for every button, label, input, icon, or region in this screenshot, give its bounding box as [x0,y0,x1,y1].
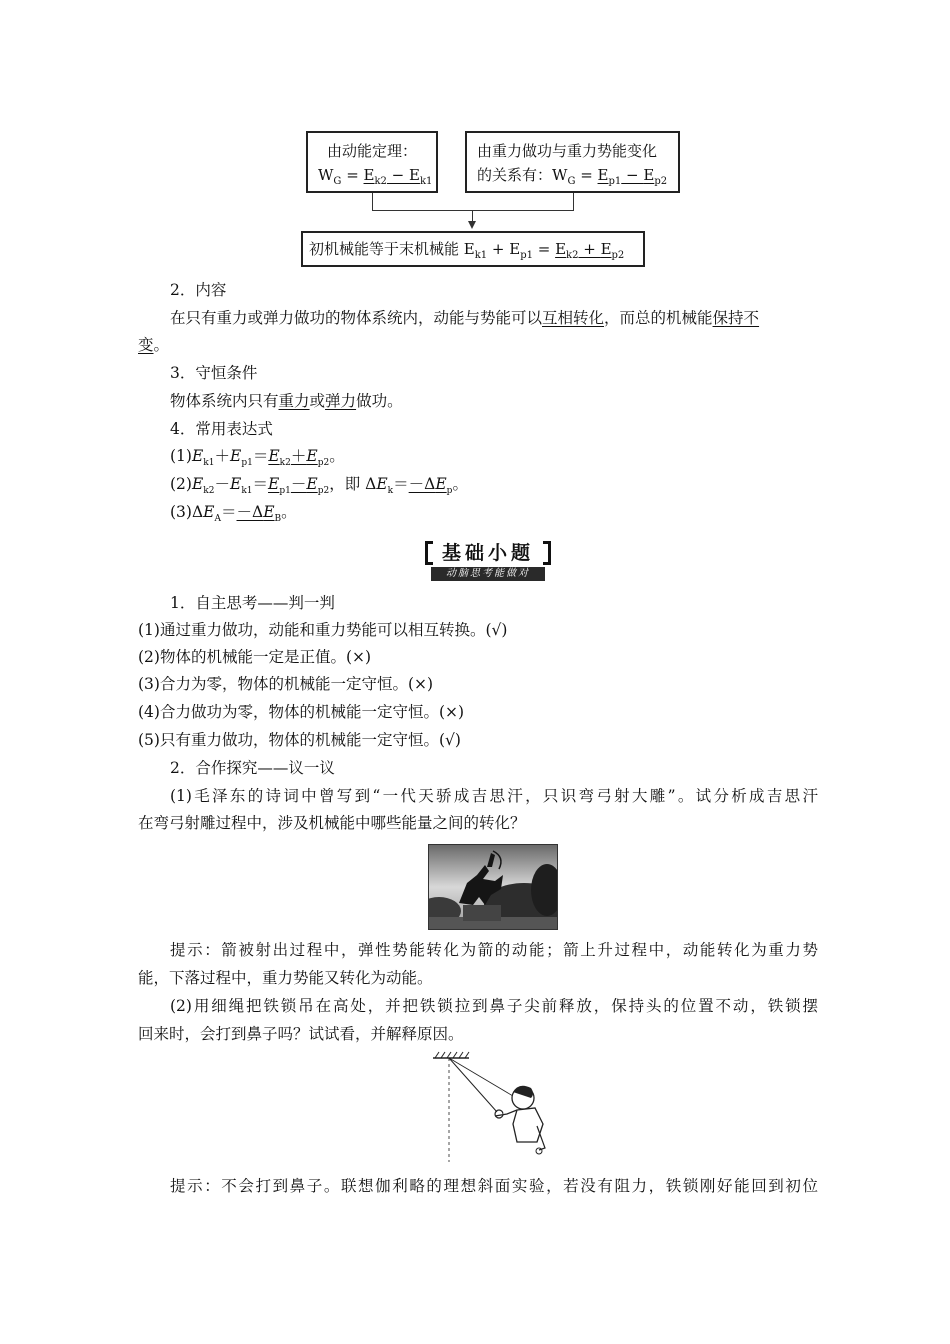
formula-1: $(1)E_{k1}+E_{p1}=E_{k2}+E_{p2}$。 [170,447,345,469]
section3-heading: 3．守恒条件 [170,364,258,382]
badge-subtitle: 动脑思考能做对 [431,567,545,581]
box2-line1: 由重力做功与重力势能变化 [477,142,658,160]
section2-text-line1: 在只有重力或弹力做功的物体系统内，动能与势能可以互相转化，而总的机械能保持不 [170,309,760,327]
practice-heading-1: 1．自主思考——判一判 [170,594,335,612]
judge-item-3: (3)合力为零，物体的机械能一定守恒。(×) [138,675,434,693]
answer-1-line2: 能，下落过程中，重力势能又转化为动能。 [138,969,433,987]
genghis-khan-statue-photo [428,844,558,930]
question-2-line1: (2)用细绳把铁锁吊在高处，并把铁锁拉到鼻子尖前释放，保持头的位置不动，铁锁摆 [170,997,818,1015]
answer-1-line1: 提示：箭被射出过程中，弹性势能转化为箭的动能；箭上升过程中，动能转化为重力势 [170,941,818,959]
section2-text-line2: 变。 [138,336,170,354]
connector-right [573,193,574,210]
arrow-down-icon [468,221,476,229]
bracket-right [543,541,551,565]
question-2-line2: 回来时，会打到鼻子吗？试试看，并解释原因。 [138,1025,464,1043]
judge-item-2: (2)物体的机械能一定是正值。(×) [138,648,372,666]
formula-2: $(2)E_{k2}-E_{k1}=E_{p1}-E_{p2}$，即 $\Delta E_k=-\Delta E_p$。 [170,475,468,497]
box1-line1: 由动能定理： [326,142,417,160]
box2-formula: 的关系有：$W_G = E_{p1} - E_{p2}$ [477,166,668,187]
box1-formula: $W_G = E_{k2} - E_{k1}$ [318,166,433,187]
connector-left [372,193,373,210]
section2-heading: 2．内容 [170,281,227,299]
energy-conservation-box [301,231,645,267]
section-badge [423,540,553,582]
judge-item-5: (5)只有重力做功，物体的机械能一定守恒。(√) [138,731,461,749]
question-1-line2: 在弯弓射雕过程中，涉及机械能中哪些能量之间的转化？ [138,814,526,832]
judge-item-1: (1)通过重力做功，动能和重力势能可以相互转换。(√) [138,621,508,639]
box3-formula: 初机械能等于末机械能 $E_{k1} + E_{p1} = E_{k2} + E_{p2}$ [309,240,625,261]
question-1-line1: (1)毛泽东的诗词中曾写到“一代天骄成吉思汗，只识弯弓射大雕”。试分析成吉思汗 [170,787,818,805]
badge-title: 基础小题 [441,542,534,564]
judge-item-4: (4)合力做功为零，物体的机械能一定守恒。(×) [138,703,465,721]
gravity-work-box [465,131,680,193]
section4-heading: 4．常用表达式 [170,420,273,438]
answer-2-line1: 提示：不会打到鼻子。联想伽利略的理想斜面实验，若没有阻力，铁锁刚好能回到初位 [170,1177,818,1195]
kinetic-theorem-box [306,131,438,193]
connector-horizontal [372,210,574,211]
formula-3: $(3)\Delta E_A=-\Delta E_B$。 [170,503,297,525]
practice-heading-2: 2．合作探究——议一议 [170,759,335,777]
pendulum-lock-illustration [425,1050,555,1165]
section3-text: 物体系统内只有重力或弹力做功。 [170,392,403,410]
